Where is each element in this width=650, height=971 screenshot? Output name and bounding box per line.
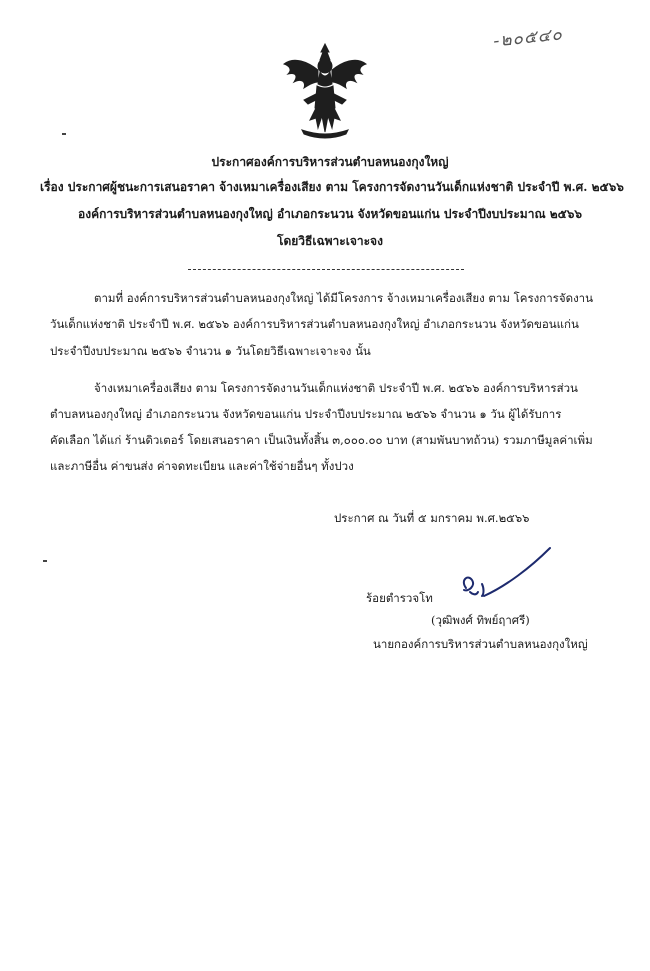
announcement-title: ประกาศองค์การบริหารส่วนตำบลหนองกุงใหญ่ bbox=[211, 155, 449, 169]
announcement-method: โดยวิธีเฉพาะเจาะจง bbox=[277, 234, 383, 248]
header-divider bbox=[188, 269, 464, 270]
signature-scribble bbox=[458, 540, 558, 610]
signer-position: นายกองค์การบริหารส่วนตำบลหนองกุงใหญ่ bbox=[373, 637, 588, 651]
paragraph-1-line: ประจำปีงบประมาณ ๒๕๖๖ จำนวน ๑ วันโดยวิธีเฉพาะเจาะจง นั้น bbox=[50, 344, 371, 358]
signer-rank: ร้อยตำรวจโท bbox=[366, 591, 433, 605]
margin-mark bbox=[43, 560, 47, 562]
handwritten-note: -๒๐๕๔๐ bbox=[492, 24, 564, 52]
paragraph-2-line: คัดเลือก ได้แก่ ร้านดิวเตอร์ โดยเสนอราคา เป็นเงินทั้งสิ้น ๓,๐๐๐.๐๐ บาท (สามพันบาทถ้วน) รวมภาษีมูลค่าเพิ่ม bbox=[50, 433, 593, 447]
paragraph-2-line: จ้างเหมาเครื่องเสียง ตาม โครงการจัดงานวันเด็กแห่งชาติ ประจำปี พ.ศ. ๒๕๖๖ องค์การบริหารส่วน bbox=[94, 381, 578, 395]
garuda-emblem-icon bbox=[280, 42, 370, 142]
paragraph-2-line: และภาษีอื่น ค่าขนส่ง ค่าจดทะเบียน และค่าใช้จ่ายอื่นๆ ทั้งปวง bbox=[50, 459, 354, 473]
paragraph-1-line: ตามที่ องค์การบริหารส่วนตำบลหนองกุงใหญ่ ได้มีโครงการ จ้างเหมาเครื่องเสียง ตาม โครงการจัดงาน bbox=[94, 291, 593, 305]
announce-date: ประกาศ ณ วันที่ ๕ มกราคม พ.ศ.๒๕๖๖ bbox=[334, 511, 530, 525]
paragraph-1-line: วันเด็กแห่งชาติ ประจำปี พ.ศ. ๒๕๖๖ องค์การบริหารส่วนตำบลหนองกุงใหญ่ อำเภอกระนวน จังหวัดขอนแก่น bbox=[50, 317, 579, 331]
signer-name: (วุฒิพงศ์ ทิพย์ฤาศรี) bbox=[431, 613, 530, 627]
paragraph-2-line: ตำบลหนองกุงใหญ่ อำเภอกระนวน จังหวัดขอนแก่น ประจำปีงบประมาณ ๒๕๖๖ จำนวน ๑ วัน ผู้ได้รับการ bbox=[50, 407, 562, 421]
announcement-subject: เรื่อง ประกาศผู้ชนะการเสนอราคา จ้างเหมาเครื่องเสียง ตาม โครงการจัดงานวันเด็กแห่งชาติ ประจำปี พ.ศ. ๒๕๖๖ bbox=[40, 180, 624, 194]
announcement-agency-line: องค์การบริหารส่วนตำบลหนองกุงใหญ่ อำเภอกระนวน จังหวัดขอนแก่น ประจำปีงบประมาณ ๒๕๖๖ bbox=[78, 207, 582, 221]
margin-mark bbox=[62, 133, 66, 135]
